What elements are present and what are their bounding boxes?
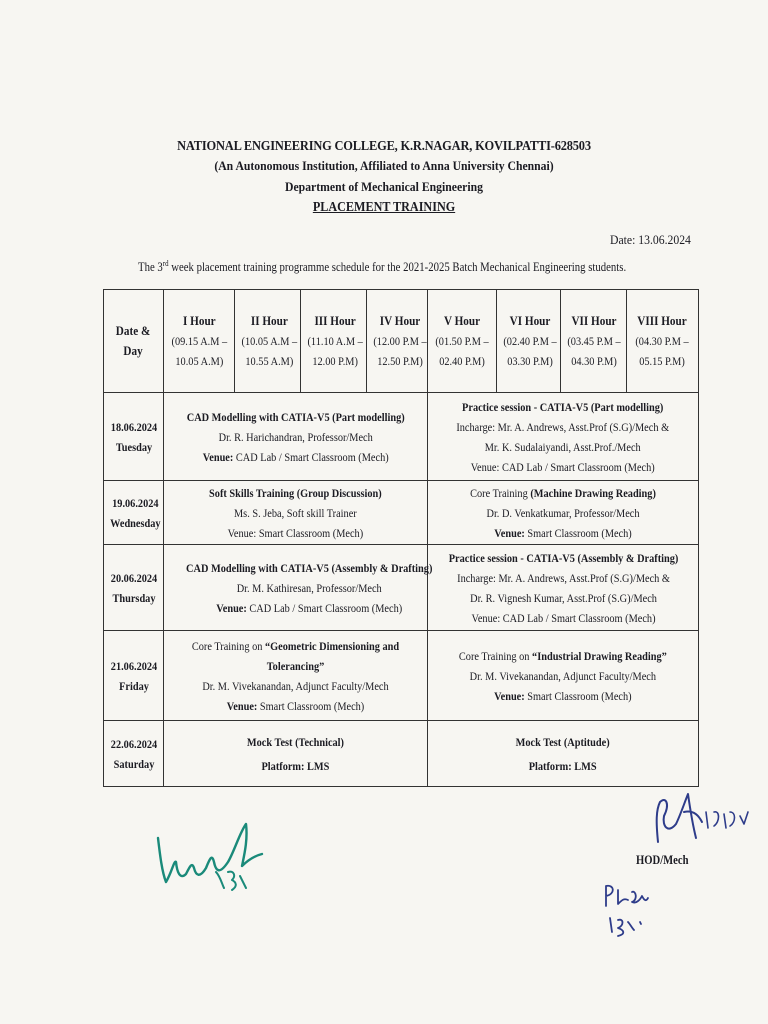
schedule-row: [104, 393, 699, 481]
afternoon-session: Practice session - CATIA-V5 (Assembly & Drafting) Incharge: Mr. A. Andrews, Asst.Prof (S.G)/Mech & Dr. R. Vignesh Kumar, Asst.Prof (S.G)/Mech Venue: CAD Lab / Smart Classroom (Mech): [428, 545, 699, 631]
signature-hod: [640, 782, 760, 862]
date-day-cell: 20.06.2024 Thursday: [104, 545, 164, 631]
morning-session: CAD Modelling with CATIA-V5 (Assembly & Drafting) Dr. M. Kathiresan, Professor/Mech Venue: CAD Lab / Smart Classroom (Mech): [164, 545, 428, 631]
date-day-header: Date & Day: [104, 290, 164, 393]
hour-header: VI Hour (02.40 P.M – 03.30 P.M): [497, 290, 561, 393]
hour-header: VIII Hour (04.30 P.M – 05.15 P.M): [627, 290, 699, 393]
signature-initials: [596, 878, 666, 938]
schedule-row: [104, 545, 699, 631]
hour-header: I Hour (09.15 A.M – 10.05 A.M): [164, 290, 235, 393]
afternoon-session: Core Training (Machine Drawing Reading) Dr. D. Venkatkumar, Professor/Mech Venue: Smart Classroom (Mech): [428, 481, 699, 545]
affiliation: (An Autonomous Institution, Affiliated to Anna University Chennai): [214, 158, 554, 173]
date-day-cell: 19.06.2024 Wednesday: [104, 481, 164, 545]
document-title: PLACEMENT TRAINING: [312, 199, 456, 214]
schedule-table: [103, 289, 699, 787]
hour-header: IV Hour (12.00 P.M – 12.50 P.M): [367, 290, 428, 393]
hour-header: III Hour (11.10 A.M – 12.00 P.M): [301, 290, 367, 393]
hod-designation: HOD/Mech: [636, 853, 689, 867]
schedule-row: [104, 631, 699, 721]
date-day-cell: 22.06.2024 Saturday: [104, 721, 164, 787]
intro-text: The 3rd week placement training programme schedule for the 2021-2025 Batch Mechanical Engineering students.: [138, 259, 627, 275]
hour-header: V Hour (01.50 P.M – 02.40 P.M): [428, 290, 497, 393]
morning-session: Mock Test (Technical) Platform: LMS: [164, 721, 428, 787]
header-row: [104, 290, 699, 393]
afternoon-session: Mock Test (Aptitude) Platform: LMS: [428, 721, 699, 787]
date-day-cell: 21.06.2024 Friday: [104, 631, 164, 721]
schedule-row: [104, 481, 699, 545]
afternoon-session: Practice session - CATIA-V5 (Part modelling) Incharge: Mr. A. Andrews, Asst.Prof (S.G)/Mech & Mr. K. Sudalaiyandi, Asst.Prof./Mech Venue: CAD Lab / Smart Classroom (Mech): [428, 393, 699, 481]
morning-session: CAD Modelling with CATIA-V5 (Part modelling) Dr. R. Harichandran, Professor/Mech Venue: CAD Lab / Smart Classroom (Mech): [164, 393, 428, 481]
department: Department of Mechanical Engineering: [285, 179, 483, 194]
signature-left: [150, 810, 270, 900]
schedule-row: [104, 721, 699, 787]
college-name: NATIONAL ENGINEERING COLLEGE, K.R.NAGAR, KOVILPATTI-628503: [177, 138, 591, 153]
hour-header: VII Hour (03.45 P.M – 04.30 P.M): [561, 290, 627, 393]
morning-session: Soft Skills Training (Group Discussion) Ms. S. Jeba, Soft skill Trainer Venue: Smart Classroom (Mech): [164, 481, 428, 545]
hour-header: II Hour (10.05 A.M – 10.55 A.M): [235, 290, 301, 393]
afternoon-session: Core Training on “Industrial Drawing Reading” Dr. M. Vivekanandan, Adjunct Faculty/Mech Venue: Smart Classroom (Mech): [428, 631, 699, 721]
document-date: Date: 13.06.2024: [610, 232, 691, 247]
date-day-cell: 18.06.2024 Tuesday: [104, 393, 164, 481]
morning-session: Core Training on “Geometric Dimensioning and Tolerancing” Dr. M. Vivekanandan, Adjunct Faculty/Mech Venue: Smart Classroom (Mech): [164, 631, 428, 721]
